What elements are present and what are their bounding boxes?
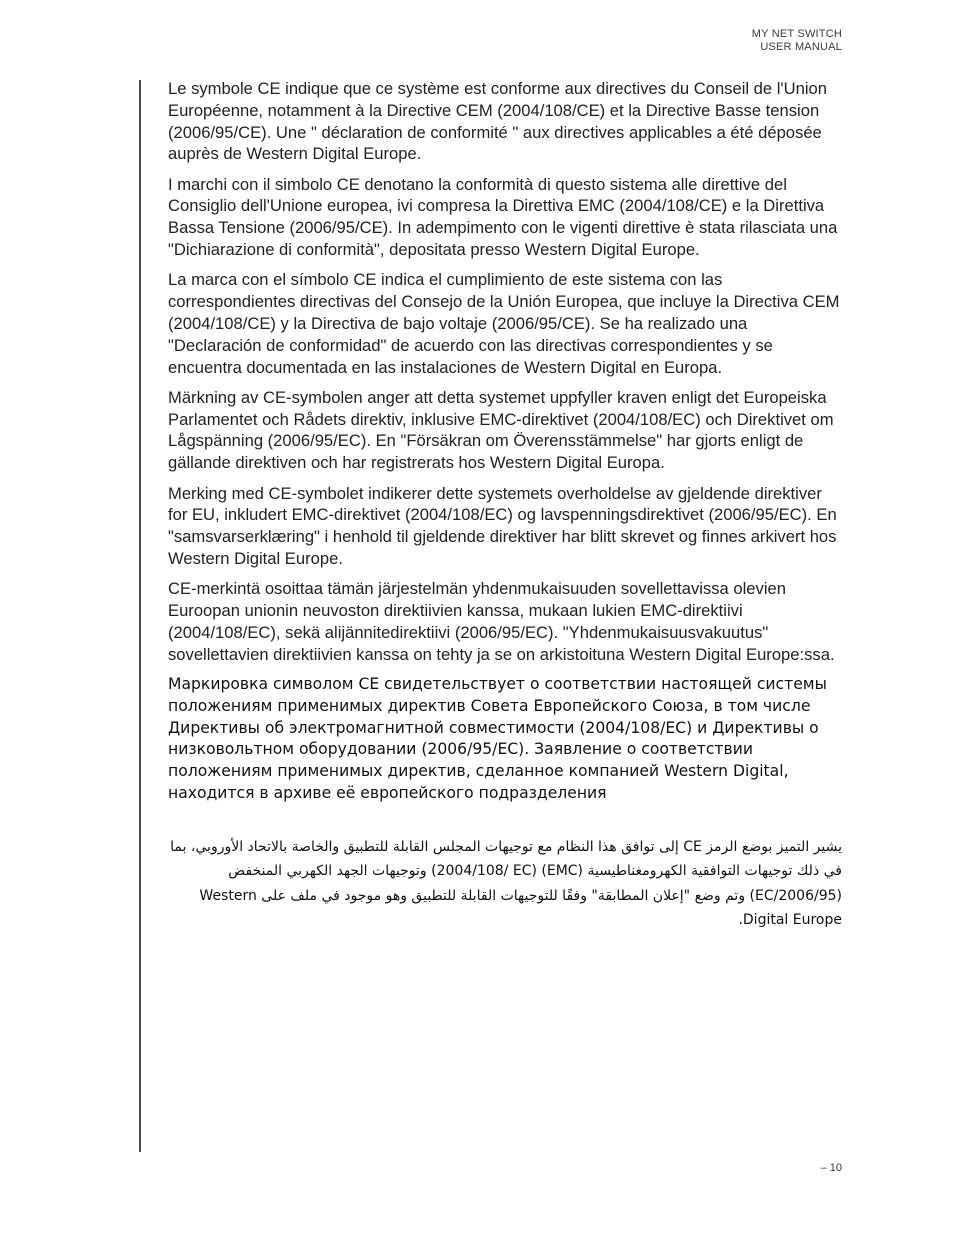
header-document-type: USER MANUAL [760, 41, 842, 53]
paragraph-finnish: CE-merkintä osoittaa tämän järjestelmän yhdenmukaisuuden sovellettavissa olevien Euroopan unionin neuvoston direktiivien kanssa, mukaan lukien EMC-direktiivi (2004/108/EC), sekä alijännitedirektiivi (2006/95/EC). "Yhdenmukaisuusvakuutus" sovellettavien direktiivien kanssa on tehty ja se on arkistoituna Western Digital Europe:ssa. [168, 579, 835, 664]
header-product-name: MY NET SWITCH [751, 28, 842, 40]
paragraph-russian: Маркировка символом CE свидетельствует о соответствии настоящей системы положениям применимых директив Совета Европейского Союза, в том числе Директивы об электромагнитной совместимости (2004/108/EC) и Директивы о низковольтном оборудовании (2006/95/EC). Заявление о соответствии положениям применимых директив, сделанное компанией Western Digital, находится в архиве её европейского подразделения [168, 674, 827, 802]
paragraph-french: Le symbole CE indique que ce système est conforme aux directives du Conseil de l'Union Européenne, notamment à la Directive CEM (2004/108/CE) et la Directive Basse tension (2006/95/CE). Une " déclaration de conformité " aux directives applicables a été déposée auprès de Western Digital Europe. [168, 79, 827, 164]
paragraph-swedish: Märkning av CE-symbolen anger att detta systemet uppfyller kraven enligt det Europeiska Parlamentet och Rådets direktiv, inklusive EMC-direktivet (2004/108/EC) och Direktivet om Lågspänning (2006/95/EC). En "Försäkran om Överensstämmelse" har gjorts enligt de gällande direktiven och har registrerats hos Western Digital Europa. [168, 387, 834, 473]
paragraph-italian: I marchi con il simbolo CE denotano la conformità di questo sistema alle direttive del Consiglio dell'Unione europea, ivi compresa la Direttiva EMC (2004/108/CE) e la Direttiva Bassa Tensione (2006/95/CE). In adempimento con le vigenti direttive è stata rilasciata una "Dichiarazione di conformità", depositata presso Western Digital Europe. [168, 174, 838, 260]
paragraph-norwegian: Merking med CE-symbolet indikerer dette systemets overholdelse av gjeldende direktiver for EU, inkludert EMC-direktivet (2004/108/EC) og lavspenningsdirektivet (2006/95/EC). En "samsvarserklæring" i henhold til gjeldende direktiver har blitt skrevet og finnes arkivert hos Western Digital Europe. [168, 483, 837, 568]
running-header [752, 28, 842, 54]
margin-rule [139, 80, 141, 1152]
page-body [168, 78, 842, 941]
paragraph-arabic: يشير التميز بوضع الرمز CE إلى توافق هذا النظام مع توجيهات المجلس القابلة للتطبيق والخاصة بالاتحاد الأوروبي، بما في ذلك توجيهات التوافقية الكهرومغناطيسية (EMC) (2004/108/ EC) وتوجيهات الجهد الكهربي المنخفض (2006/95/EC) وتم وضع "إعلان المطابقة" وفقًا للتوجيهات القابلة للتطبيق وهو موجود في ملف على Western Digital Europe. [170, 838, 842, 929]
page-number: – 10 [820, 1162, 842, 1174]
paragraph-spanish: La marca con el símbolo CE indica el cumplimiento de este sistema con las correspondientes directivas del Consejo de la Unión Europea, que incluye la Directiva CEM (2004/108/CE) y la Directiva de bajo voltaje (2006/95/CE). Se ha realizado una "Declaración de conformidad" de acuerdo con las directivas correspondientes y se encuentra documentada en las instalaciones de Western Digital en Europa. [168, 270, 840, 377]
